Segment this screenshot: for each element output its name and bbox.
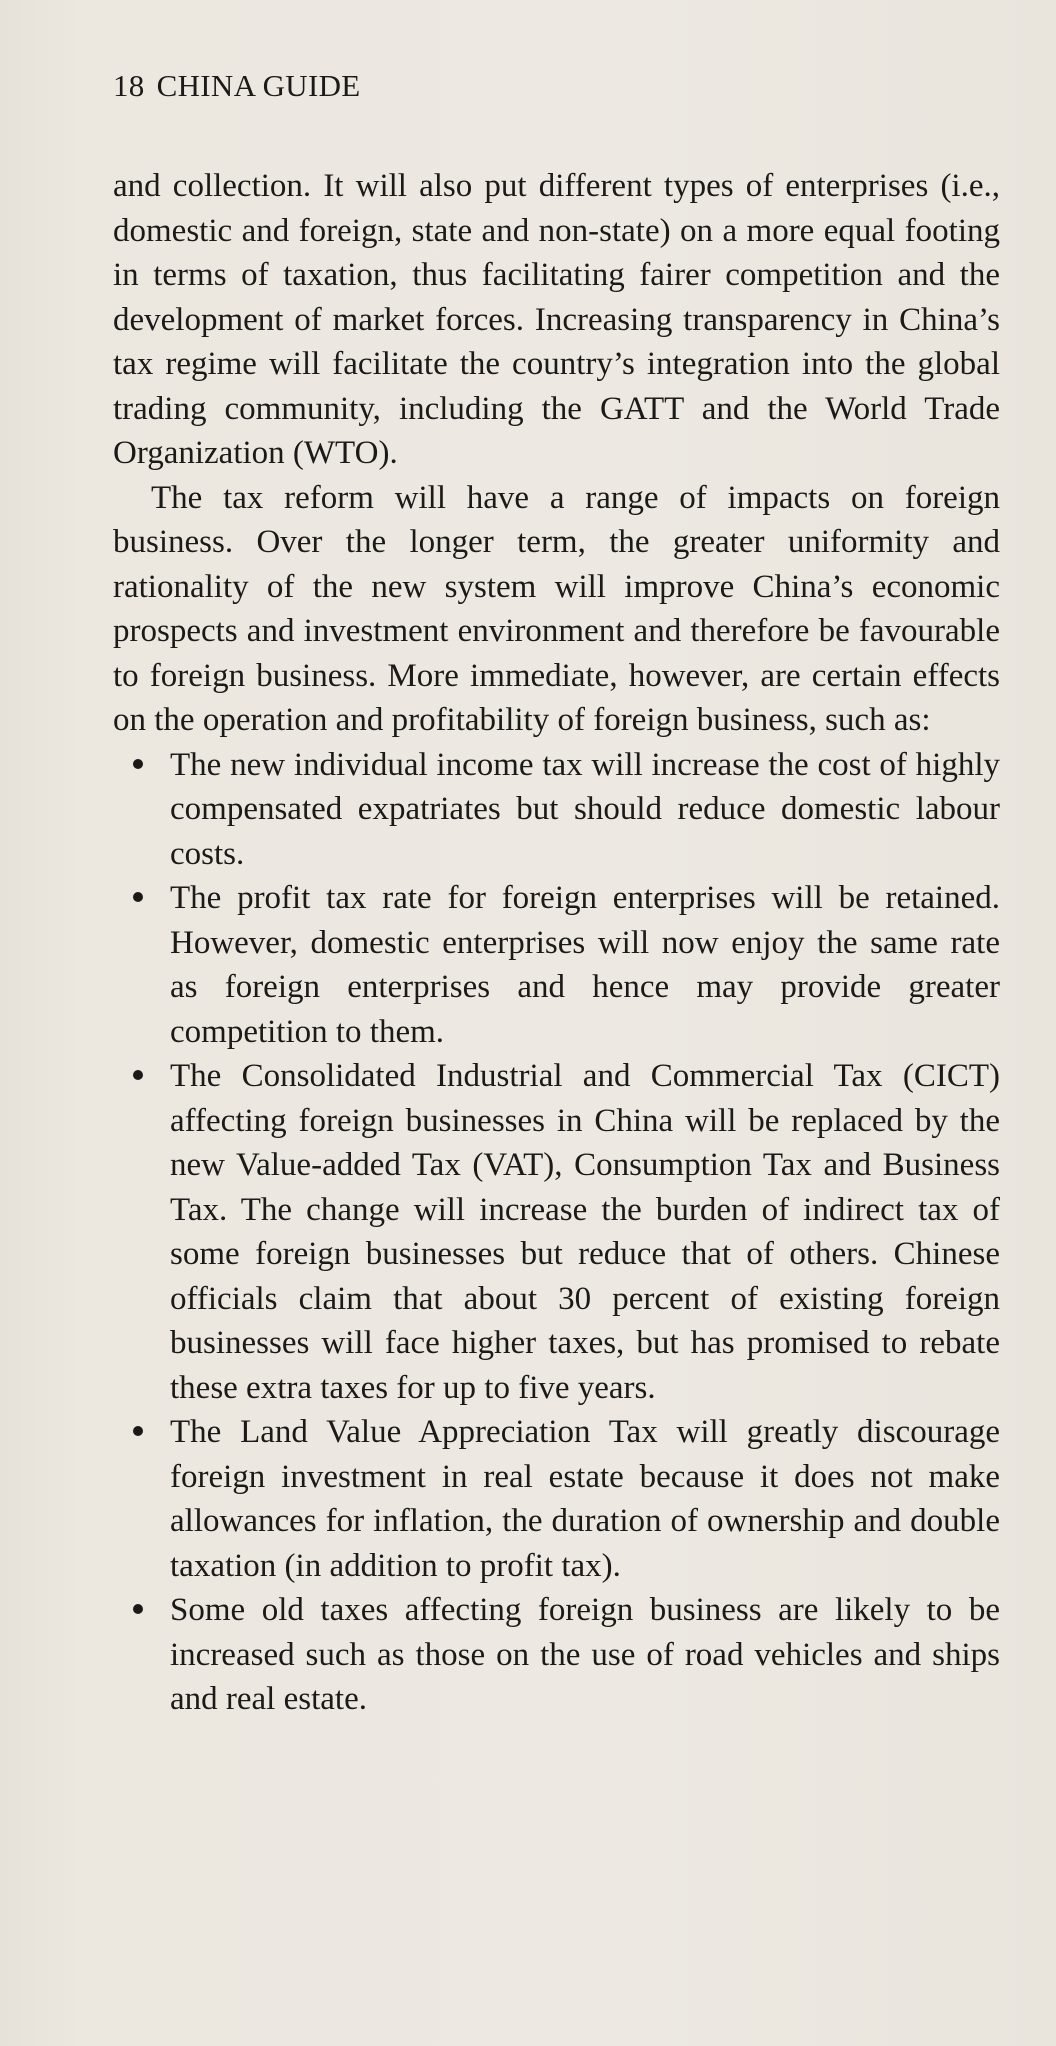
impacts-bullet-list xyxy=(113,743,1000,1722)
bullet-text: The profit tax rate for foreign enterprises will be retained. However, domestic enterprises will now enjoy the same rate as foreign enterprises and hence may provide greater competition to them. xyxy=(170,880,1000,1050)
running-head xyxy=(113,66,361,106)
bullet-icon xyxy=(133,759,143,769)
bullet-text: Some old taxes affecting foreign business are likely to be increased such as those on the use of road vehicles and ships and real estate. xyxy=(170,1592,1000,1717)
bullet-text: The Land Value Appreciation Tax will greatly discourage foreign investment in real estate because it does not make allowances for inflation, the duration of ownership and double taxation (in addition to profit tax). xyxy=(170,1414,1000,1584)
paragraph-continuation: and collection. It will also put different types of enterprises (i.e., domestic and foreign, state and non-state) on a more equal footing in terms of taxation, thus facilitating fairer competition and the development of market forces. Increasing transparency in China’s tax regime will facilitate the country’s integration into the global trading community, including the GATT and the World Trade Organization (WTO). xyxy=(113,168,1000,471)
bullet-item-old-taxes xyxy=(113,1588,1000,1722)
bullet-item-land-value-tax xyxy=(113,1410,1000,1588)
bullet-text: The new individual income tax will increase the cost of highly compensated expatriates but should reduce domestic labour costs. xyxy=(170,746,1000,872)
bullet-icon xyxy=(133,892,143,902)
bullet-item-cict xyxy=(113,1054,1000,1410)
bullet-icon xyxy=(133,1604,143,1614)
page-number: 18 xyxy=(113,68,145,103)
bullet-text: The Consolidated Industrial and Commercial Tax (CICT) affecting foreign businesses in China will be replaced by the new Value-added Tax (VAT), Consumption Tax and Business Tax. The change will increase the burden of indirect tax of some foreign businesses but reduce that of others. Chinese officials claim that about 30 percent of existing foreign businesses will face higher taxes, but has promised to rebate these extra taxes for up to five years. xyxy=(170,1058,1000,1406)
running-title: CHINA GUIDE xyxy=(156,68,361,103)
bullet-icon xyxy=(133,1070,143,1080)
bullet-item-profit-tax xyxy=(113,876,1000,1054)
body-text xyxy=(113,164,1000,1722)
paragraph-tax-reform-impacts: The tax reform will have a range of impacts on foreign business. Over the longer term, the greater uniformity and rationality of the new system will improve China’s economic prospects and investment environment and therefore be favourable to foreign business. More immediate, however, are certain effects on the operation and profitability of foreign business, such as: xyxy=(113,479,1000,738)
bullet-item-income-tax xyxy=(113,743,1000,877)
bullet-icon xyxy=(133,1426,143,1436)
